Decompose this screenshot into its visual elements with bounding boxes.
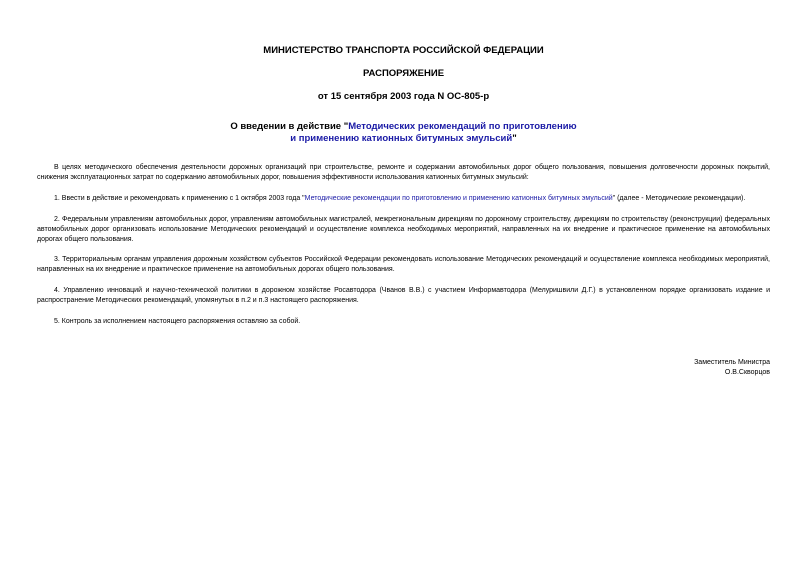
methodical-recommendations-link[interactable]: Методические рекомендации по приготовлению и применению катионных битумных эмульсий bbox=[304, 195, 613, 202]
paragraph-2: 2. Федеральным управлениям автомобильных дорог, управлениям автомобильных магистралей, межрегиональным дирекциям по дорожному строительству, дирекциям по строительству (реконструкции) федеральных автомобильных дорог организовать использование Методических рекомендаций и осуществление комплекса необходимых мероприятий, направленных на их внедрение и практическое применение на автомобильных дорогах общего пользования. bbox=[37, 216, 770, 243]
signature-name: О.В.Скворцов bbox=[724, 369, 770, 376]
title-link-line2[interactable]: и применению катионных битумных эмульсий bbox=[290, 133, 513, 144]
ministry-heading: МИНИСТЕРСТВО ТРАНСПОРТА РОССИЙСКОЙ ФЕДЕРАЦИИ bbox=[263, 45, 544, 56]
paragraph-5: 5. Контроль за исполнением настоящего распоряжения оставляю за собой. bbox=[54, 318, 301, 325]
paragraph-1 bbox=[37, 194, 770, 204]
title-suffix: " bbox=[512, 133, 517, 144]
date-number-heading: от 15 сентября 2003 года N ОС-805-р bbox=[317, 91, 490, 102]
document-title bbox=[0, 121, 807, 145]
paragraph-3: 3. Территориальным органам управления дорожным хозяйством субъектов Российской Федерации рекомендовать использование Методических рекомендаций и осуществление комплекса необходимых мероприятий, направленных на их внедрение и практическое применение на автомобильных дорогах общего пользования. bbox=[37, 256, 770, 273]
paragraph-4: 4. Управлению инноваций и научно-технической политики в дорожном хозяйстве Росавтодора (Чванов В.В.) с участием Информавтодора (Мелуришвили Д.Г.) в установленном порядке организовать издание и распространение Методических рекомендаций, упомянутых в п.2 и п.3 настоящего распоряжения. bbox=[37, 287, 770, 304]
title-link-line1[interactable]: Методических рекомендаций по приготовлению bbox=[348, 121, 577, 132]
signature-block bbox=[694, 358, 770, 378]
paragraph-1-text-before: 1. Ввести в действие и рекомендовать к применению с 1 октября 2003 года " bbox=[54, 195, 305, 202]
document-type-heading: РАСПОРЯЖЕНИЕ bbox=[362, 68, 445, 79]
title-prefix: О введении в действие " bbox=[230, 121, 349, 132]
signature-position: Заместитель Министра bbox=[694, 359, 770, 366]
paragraph-1-text-after: " (далее - Методические рекомендации). bbox=[612, 195, 746, 202]
preamble-paragraph: В целях методического обеспечения деятельности дорожных организаций при строительстве, ремонте и содержании автомобильных дорог общего пользования, повышения долговечности дорожных покрытий, снижения эксплуатационных затрат по содержанию автомобильных дорог, повышения эффективности использования катионных битумных эмульсий: bbox=[37, 164, 770, 181]
